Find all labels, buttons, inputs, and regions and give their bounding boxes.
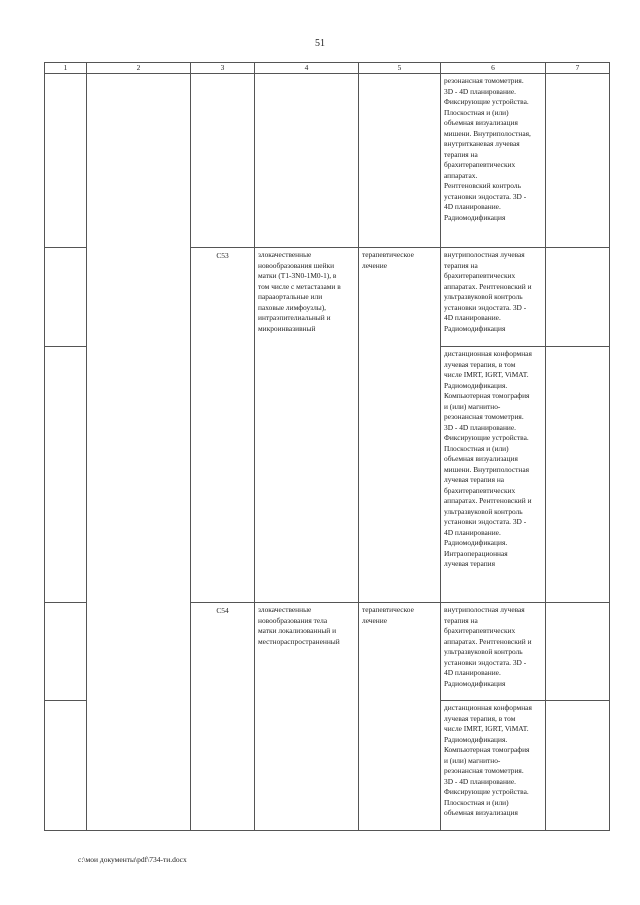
cell-treatment (359, 603, 441, 831)
text-line: Плоскостная и (или) (444, 107, 509, 117)
text-line: аппаратах. Рентгеновский и (444, 496, 532, 505)
text-line: установки эндостата. 3D - (444, 302, 527, 312)
header-col-4: 4 (255, 63, 359, 74)
header-col-6: 6 (441, 63, 546, 74)
text-line: Компьютерная томография (444, 391, 530, 400)
text-line: Плоскостная и (или) (444, 443, 509, 453)
text-line: Радиомодификация. (444, 734, 508, 744)
text-line: лучевая терапия, в том (444, 359, 516, 369)
cell-col-4 (255, 74, 359, 248)
text-line: аппаратах. (444, 170, 478, 180)
cell-method (441, 603, 546, 701)
cell-code: C54 (191, 603, 255, 831)
text-line: Радиомодификация (444, 678, 506, 688)
text-line: новообразования тела (258, 615, 328, 625)
header-col-1: 1 (45, 63, 87, 74)
cell-method (441, 248, 546, 347)
footer-file-path: c:\мои документы\pdf\734-ти.docx (78, 855, 187, 864)
cell-col-6 (441, 74, 546, 248)
text-line: микроинвазивный (258, 323, 316, 333)
header-col-7: 7 (546, 63, 610, 74)
cell-col-1 (45, 701, 87, 831)
text-line: объемная визуализация (444, 118, 518, 127)
text-line: дистанционная конформная (444, 349, 532, 358)
text-line: Плоскостная и (или) (444, 797, 509, 807)
cell-col-7 (546, 248, 610, 347)
text-line: объемная визуализация (444, 454, 518, 463)
text-line: Интраоперационная (444, 548, 508, 558)
text-line: лучевая терапия, в том (444, 713, 516, 723)
text-line: мишени. Внутриполостная, (444, 128, 531, 138)
text-line: Радиомодификация (444, 323, 506, 333)
header-col-2: 2 (87, 63, 191, 74)
text-line: 4D планирование. (444, 313, 501, 322)
cell-col-3 (191, 74, 255, 248)
text-line: Рентгеновский контроль (444, 181, 521, 190)
text-line: аппаратах. Рентгеновский и (444, 281, 532, 291)
text-line: Радиомодификация. (444, 538, 508, 547)
text-line: злокачественные (258, 605, 312, 614)
text-line: брахитерапевтических (444, 271, 516, 280)
text-line: Фиксирующие устройства. (444, 433, 529, 442)
text-line: резонансная томометрия. (444, 76, 524, 85)
text-line: терапевтическое (362, 605, 414, 614)
cell-col-2 (87, 74, 191, 831)
cell-code: C53 (191, 248, 255, 603)
text-line: терапевтическое (362, 250, 414, 259)
text-line: числе IMRT, IGRT, ViMAT. (444, 370, 529, 379)
cell-col-1 (45, 248, 87, 347)
text-line: ультразвуковой контроль (444, 647, 523, 656)
text-line: и (или) магнитно- (444, 401, 501, 411)
text-line: и (или) магнитно- (444, 755, 501, 765)
text-line: Фиксирующие устройства. (444, 97, 529, 106)
text-line: внутриполостная лучевая (444, 250, 525, 259)
text-line: внутриполостная лучевая (444, 605, 525, 614)
text-line: Фиксирующие устройства. (444, 787, 529, 796)
text-line: Радиомодификация. (444, 380, 508, 390)
text-line: 4D планирование. (444, 202, 501, 211)
text-line: местнораспространенный (258, 636, 340, 646)
text-line: брахитерапевтических (444, 485, 516, 495)
text-line: терапия на (444, 149, 478, 159)
text-line: 3D - 4D планирование. (444, 86, 517, 96)
text-line: 3D - 4D планирование. (444, 776, 517, 786)
document-table (44, 62, 610, 831)
cell-col-7 (546, 603, 610, 701)
text-line: интраэпителиальный и (258, 313, 331, 322)
header-col-5: 5 (359, 63, 441, 74)
text-line: объемная визуализация (444, 808, 518, 817)
cell-col-7 (546, 701, 610, 831)
text-line: установки эндостата. 3D - (444, 191, 527, 201)
text-line: лечение (362, 615, 387, 625)
text-line: мишени. Внутриполостная (444, 464, 530, 474)
text-line: установки эндостата. 3D - (444, 517, 527, 526)
text-line: паховые лимфоузлы), (258, 302, 327, 312)
text-line: лечение (362, 260, 387, 270)
cell-treatment (359, 248, 441, 603)
text-line: ультразвуковой контроль (444, 506, 523, 516)
text-line: матки локализованный и (258, 626, 337, 635)
cell-diagnosis (255, 603, 359, 831)
text-line: Радиомодификация (444, 212, 506, 222)
text-line: внутритканевая лучевая (444, 139, 520, 148)
text-line: брахитерапевтических (444, 160, 516, 169)
cell-col-7 (546, 74, 610, 248)
page-number: 51 (315, 38, 325, 49)
cell-col-7 (546, 347, 610, 603)
text-line: аппаратах. Рентгеновский и (444, 636, 532, 646)
text-line: ультразвуковой контроль (444, 292, 523, 301)
text-line: терапия на (444, 260, 478, 270)
text-line: злокачественные (258, 250, 312, 259)
text-line: лучевая терапия на (444, 475, 505, 484)
cell-col-1 (45, 74, 87, 248)
text-line: 4D планирование. (444, 527, 501, 537)
header-row (45, 63, 610, 74)
cell-col-5 (359, 74, 441, 248)
cell-method (441, 347, 546, 603)
text-line: брахитерапевтических (444, 626, 516, 635)
text-line: терапия на (444, 615, 478, 625)
text-line: 4D планирование. (444, 668, 501, 677)
text-line: лучевая терапия (444, 559, 495, 568)
text-line: том числе с метастазами в (258, 281, 341, 291)
text-line: резонансная томометрия. (444, 766, 524, 775)
text-line: дистанционная конформная (444, 703, 532, 712)
header-col-3: 3 (191, 63, 255, 74)
text-line: числе IMRT, IGRT, ViMAT. (444, 724, 529, 733)
text-line: новообразования шейки (258, 260, 335, 270)
text-line: резонансная томометрия. (444, 412, 524, 421)
text-line: 3D - 4D планирование. (444, 422, 517, 432)
cell-diagnosis (255, 248, 359, 603)
cell-col-1 (45, 347, 87, 603)
cell-col-1 (45, 603, 87, 701)
text-line: парааортальные или (258, 292, 323, 301)
cell-method (441, 701, 546, 831)
text-line: установки эндостата. 3D - (444, 657, 527, 667)
table-row (45, 74, 610, 248)
text-line: Компьютерная томография (444, 745, 530, 754)
text-line: матки (T1-3N0-1M0-1), в (258, 271, 337, 280)
